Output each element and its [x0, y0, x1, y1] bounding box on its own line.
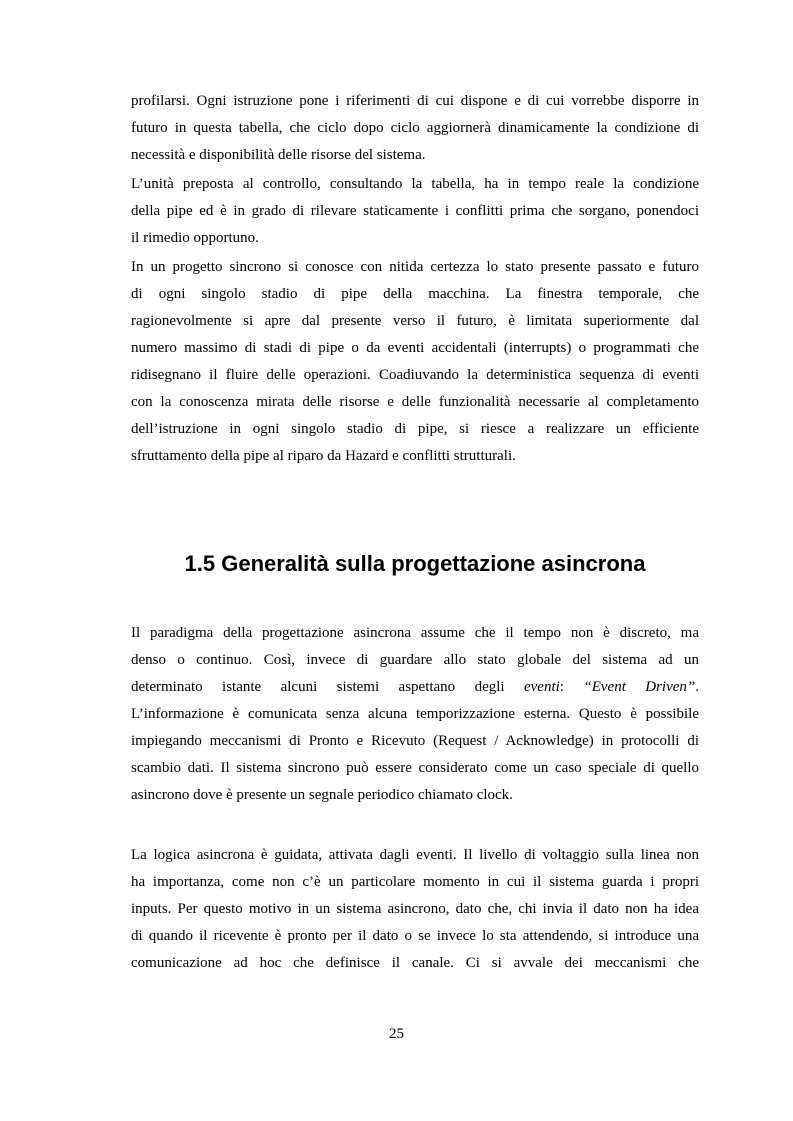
text-line: di ogni singolo stadio di pipe della macchina. La finestra temporale, che — [131, 286, 699, 302]
text-line: asincrono dove è presente un segnale periodico chiamato clock. — [131, 787, 513, 803]
text-line: inputs. Per questo motivo in un sistema asincrono, dato che, chi invia il dato non ha idea — [131, 901, 699, 917]
text-line: della pipe ed è in grado di rilevare staticamente i conflitti prima che sorgano, ponendoci — [131, 203, 699, 219]
text-line: impiegando meccanismi di Pronto e Ricevuto (Request / Acknowledge) in protocolli di — [131, 733, 699, 749]
text-line: dell’istruzione in ogni singolo stadio di pipe, si riesce a realizzare un efficiente — [131, 421, 699, 437]
text-line: ha importanza, come non c’è un particolare momento in cui il sistema guarda i propri — [131, 874, 699, 890]
text-run: determinato istante alcuni sistemi aspettano degli — [131, 679, 524, 695]
text-line: profilarsi. Ogni istruzione pone i riferimenti di cui dispone e di cui vorrebbe disporre in — [131, 93, 699, 109]
text-line: ridisegnano il fluire delle operazioni. Coadiuvando la deterministica sequenza di eventi — [131, 367, 699, 383]
text-line: L’unità preposta al controllo, consultando la tabella, ha in tempo reale la condizione — [131, 176, 699, 192]
text-line: di quando il ricevente è pronto per il dato o se invece lo sta attendendo, si introduce una — [131, 928, 699, 944]
text-line: numero massimo di stadi di pipe o da eventi accidentali (interrupts) o programmati che — [131, 340, 699, 356]
page-number: 25 — [389, 1026, 404, 1042]
text-line: sfruttamento della pipe al riparo da Hazard e conflitti strutturali. — [131, 448, 516, 464]
text-line: ragionevolmente si apre dal presente verso il futuro, è limitata superiormente dal — [131, 313, 699, 329]
text-line — [131, 674, 699, 701]
italic-quote: “Event Driven” — [583, 679, 696, 695]
paragraph — [131, 88, 699, 169]
text-line: L’informazione è comunicata senza alcuna temporizzazione esterna. Questo è possibile — [131, 706, 699, 722]
text-line: futuro in questa tabella, che ciclo dopo ciclo aggiornerà dinamicamente la condizione di — [131, 120, 699, 136]
text-line: il rimedio opportuno. — [131, 230, 259, 246]
paragraph — [131, 620, 699, 809]
text-run: : — [559, 679, 584, 695]
text-line: comunicazione ad hoc che definisce il canale. Ci si avvale dei meccanismi che — [131, 955, 699, 971]
paragraph — [131, 171, 699, 252]
text-line: necessità e disponibilità delle risorse del sistema. — [131, 147, 426, 163]
paragraph — [131, 254, 699, 470]
text-line: Il paradigma della progettazione asincrona assume che il tempo non è discreto, ma — [131, 625, 699, 641]
italic-term: eventi — [523, 679, 560, 695]
text-run: . — [695, 679, 700, 695]
text-line: con la conoscenza mirata delle risorse e delle funzionalità necessarie al completamento — [131, 394, 699, 410]
text-line: La logica asincrona è guidata, attivata dagli eventi. Il livello di voltaggio sulla linea non — [131, 847, 699, 863]
paragraph — [131, 842, 699, 977]
text-line: scambio dati. Il sistema sincrono può essere considerato come un caso speciale di quello — [131, 760, 699, 776]
text-line: denso o continuo. Così, invece di guardare allo stato globale del sistema ad un — [131, 652, 699, 668]
text-line: In un progetto sincrono si conosce con nitida certezza lo stato presente passato e futuro — [131, 259, 699, 275]
section-heading: 1.5 Generalità sulla progettazione asincrona — [184, 551, 646, 576]
